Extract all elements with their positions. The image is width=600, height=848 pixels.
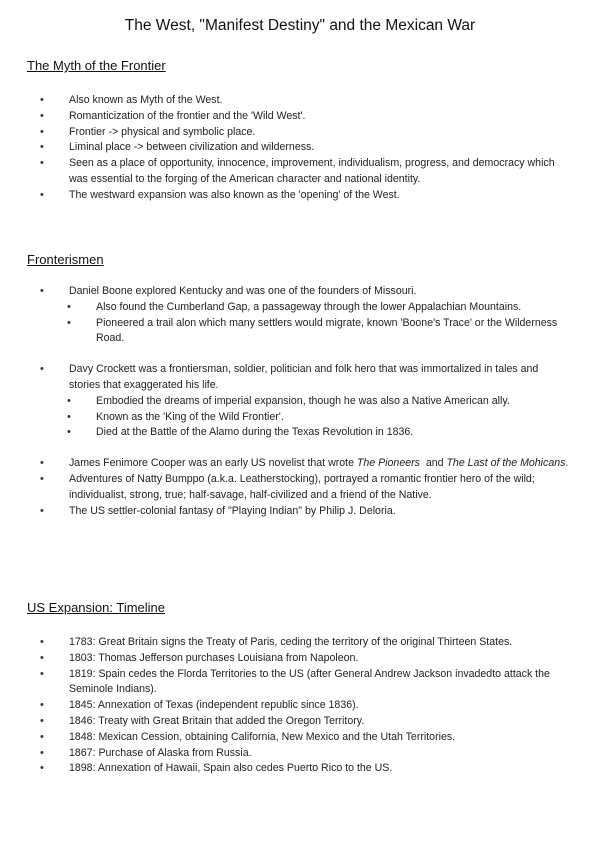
timeline-item: • 1867: Purchase of Alaska from Russia. xyxy=(0,746,569,762)
frontiersmen-list xyxy=(0,284,570,519)
book-title: The Pioneers xyxy=(356,457,420,470)
list-item: • Frontier -> physical and symbolic place. xyxy=(0,125,569,141)
book-title: The Last of the Mohicans xyxy=(446,457,566,470)
section-heading-timeline: US Expansion: Timeline xyxy=(27,600,166,615)
list-item: • Adventures of Natty Bumppo (a.k.a. Leatherstocking), portrayed a romantic frontier hero of the wild; individualist, strong, true; half-savage, half-civilized and a friend of the Native. xyxy=(0,472,569,504)
list-item-cooper xyxy=(0,456,569,472)
page-title: The West, "Manifest Destiny" and the Mexican War xyxy=(124,17,476,34)
cooper-text: James Fenimore Cooper was an early US novelist that wrote xyxy=(69,457,357,470)
list-item-crockett: • Davy Crockett was a frontiersman, soldier, politician and folk hero that was immortalized in tales and stories that exaggerated his life. xyxy=(0,362,569,394)
timeline-item: • 1819: Spain cedes the Florda Territories to the US (after General Andrew Jackson invadedto attack the Seminole Indians). xyxy=(0,667,569,699)
sub-list-item: • Known as the 'King of the Wild Frontier'. xyxy=(0,410,570,426)
timeline-item: • 1783: Great Britain signs the Treaty of Paris, ceding the territory of the original Thirteen States. xyxy=(0,635,569,651)
cooper-text: and xyxy=(419,457,447,470)
timeline-item: • 1845: Annexation of Texas (independent republic since 1836). xyxy=(0,698,569,714)
sub-list-item: • Died at the Battle of the Alamo during the Texas Revolution in 1836. xyxy=(0,425,570,441)
spacer xyxy=(0,347,570,362)
list-item: • Seen as a place of opportunity, innocence, improvement, individualism, progress, and democracy which was essential to the forging of the American character and national identity. xyxy=(0,156,569,188)
list-item: • The westward expansion was also known as the 'opening' of the West. xyxy=(0,188,569,204)
list-item: • The US settler-colonial fantasy of "Playing Indian" by Philip J. Deloria. xyxy=(0,504,569,520)
list-item: • Liminal place -> between civilization and wilderness. xyxy=(0,140,569,156)
list-item: • Romanticization of the frontier and the 'Wild West'. xyxy=(0,109,569,125)
timeline-list xyxy=(0,635,569,777)
list-item-boone: • Daniel Boone explored Kentucky and was one of the founders of Missouri. xyxy=(0,284,569,300)
timeline-item: • 1803: Thomas Jefferson purchases Louisiana from Napoleon. xyxy=(0,651,569,667)
timeline-item: • 1848: Mexican Cession, obtaining California, New Mexico and the Utah Territories. xyxy=(0,730,569,746)
sub-list-item: • Also found the Cumberland Gap, a passageway through the lower Appalachian Mountains. xyxy=(0,300,570,316)
spacer xyxy=(0,441,570,456)
timeline-item: • 1898: Annexation of Hawaii, Spain also cedes Puerto Rico to the US. xyxy=(0,761,569,777)
list-item: • Also known as Myth of the West. xyxy=(0,93,569,109)
timeline-item: • 1846: Treaty with Great Britain that added the Oregon Territory. xyxy=(0,714,569,730)
cooper-text: . xyxy=(565,457,569,470)
section-heading-frontiersmen: Fronterismen xyxy=(27,252,104,267)
sub-list-item: • Embodied the dreams of imperial expansion, though he was also a Native American ally. xyxy=(0,394,570,410)
sub-list-item: • Pioneered a trail alon which many settlers would migrate, known 'Boone's Trace' or the Wilderness Road. xyxy=(0,316,570,348)
myth-list xyxy=(0,93,569,204)
section-heading-myth: The Myth of the Frontier xyxy=(27,58,166,73)
